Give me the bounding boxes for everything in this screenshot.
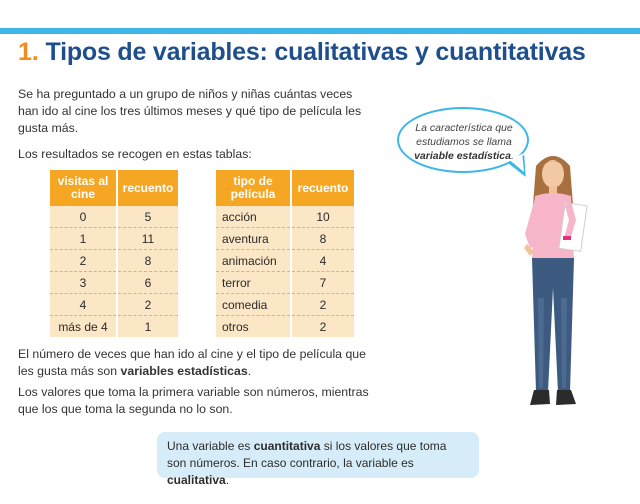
table-cell: 5 [117, 206, 178, 228]
table-row [50, 228, 178, 250]
variables-values-paragraph: Los valores que toma la primera variable son números, mientras que los que toma la segunda no lo son. [18, 385, 369, 416]
paragraph-end: . [247, 364, 252, 378]
definition-text: si los valores que toma son números. En caso contrario, la variable es [167, 439, 447, 470]
table-cell: 11 [117, 228, 178, 250]
table-row [216, 250, 354, 272]
statistical-variables-paragraph [18, 346, 376, 380]
table-cell: más de 4 [50, 316, 117, 338]
table-cell: 6 [117, 272, 178, 294]
table-row [216, 272, 354, 294]
intro-paragraph: Se ha preguntado a un grupo de niños y niñas cuántas veces han ido al cine los tres últimos meses y qué tipo de película les gusta más. [18, 87, 362, 135]
table-cell: 4 [291, 250, 354, 272]
term-qualitative: cualitativa [167, 473, 226, 487]
visits-table [50, 170, 178, 337]
bubble-line: La característica que [415, 122, 513, 134]
table-row [50, 316, 178, 338]
table-cell: aventura [216, 228, 291, 250]
page-title [18, 38, 628, 67]
table-cell: 3 [50, 272, 117, 294]
bubble-bold-term: variable estadística [414, 150, 511, 162]
table-cell: 7 [291, 272, 354, 294]
table-cell: 0 [50, 206, 117, 228]
table-cell: otros [216, 316, 291, 338]
table-cell: animación [216, 250, 291, 272]
table-row [50, 250, 178, 272]
table-header: tipo de película [216, 170, 291, 206]
table-cell: 1 [117, 316, 178, 338]
table-row [50, 272, 178, 294]
table-cell: 10 [291, 206, 354, 228]
definition-text: Una variable es [167, 439, 254, 453]
bold-term: variables estadísticas [120, 364, 248, 378]
table-header: visitas al cine [50, 170, 117, 206]
section-title: Tipos de variables: cualitativas y cuantitativas [45, 38, 586, 66]
bubble-end: . [510, 150, 514, 162]
girl-illustration [508, 148, 598, 418]
table-cell: 2 [117, 294, 178, 316]
table-cell: 8 [117, 250, 178, 272]
table-cell: comedia [216, 294, 291, 316]
top-accent-bar [0, 28, 640, 34]
speech-bubble-text [405, 121, 523, 163]
table-row [216, 228, 354, 250]
table-cell: 2 [291, 294, 354, 316]
table-row [216, 294, 354, 316]
paragraph-text: El número de veces que han ido al cine y el tipo de película que les gusta más son [18, 347, 366, 378]
table-row [216, 316, 354, 338]
table-cell: 8 [291, 228, 354, 250]
definition-box [157, 432, 479, 487]
table-cell: terror [216, 272, 291, 294]
table-cell: 2 [50, 250, 117, 272]
term-quantitative: cuantitativa [253, 439, 321, 453]
bubble-line: estudiamos se llama [416, 136, 512, 148]
table-row [216, 206, 354, 228]
table-cell: 1 [50, 228, 117, 250]
table-cell: acción [216, 206, 291, 228]
table-cell: 2 [291, 316, 354, 338]
table-cell: 4 [50, 294, 117, 316]
results-line: Los resultados se recogen en estas tablas: [18, 147, 252, 161]
table-row [50, 206, 178, 228]
table-row [50, 294, 178, 316]
film-type-table [216, 170, 354, 337]
definition-end: . [225, 473, 230, 487]
table-header: recuento [117, 170, 178, 206]
table-header: recuento [291, 170, 354, 206]
section-number: 1. [18, 38, 39, 66]
